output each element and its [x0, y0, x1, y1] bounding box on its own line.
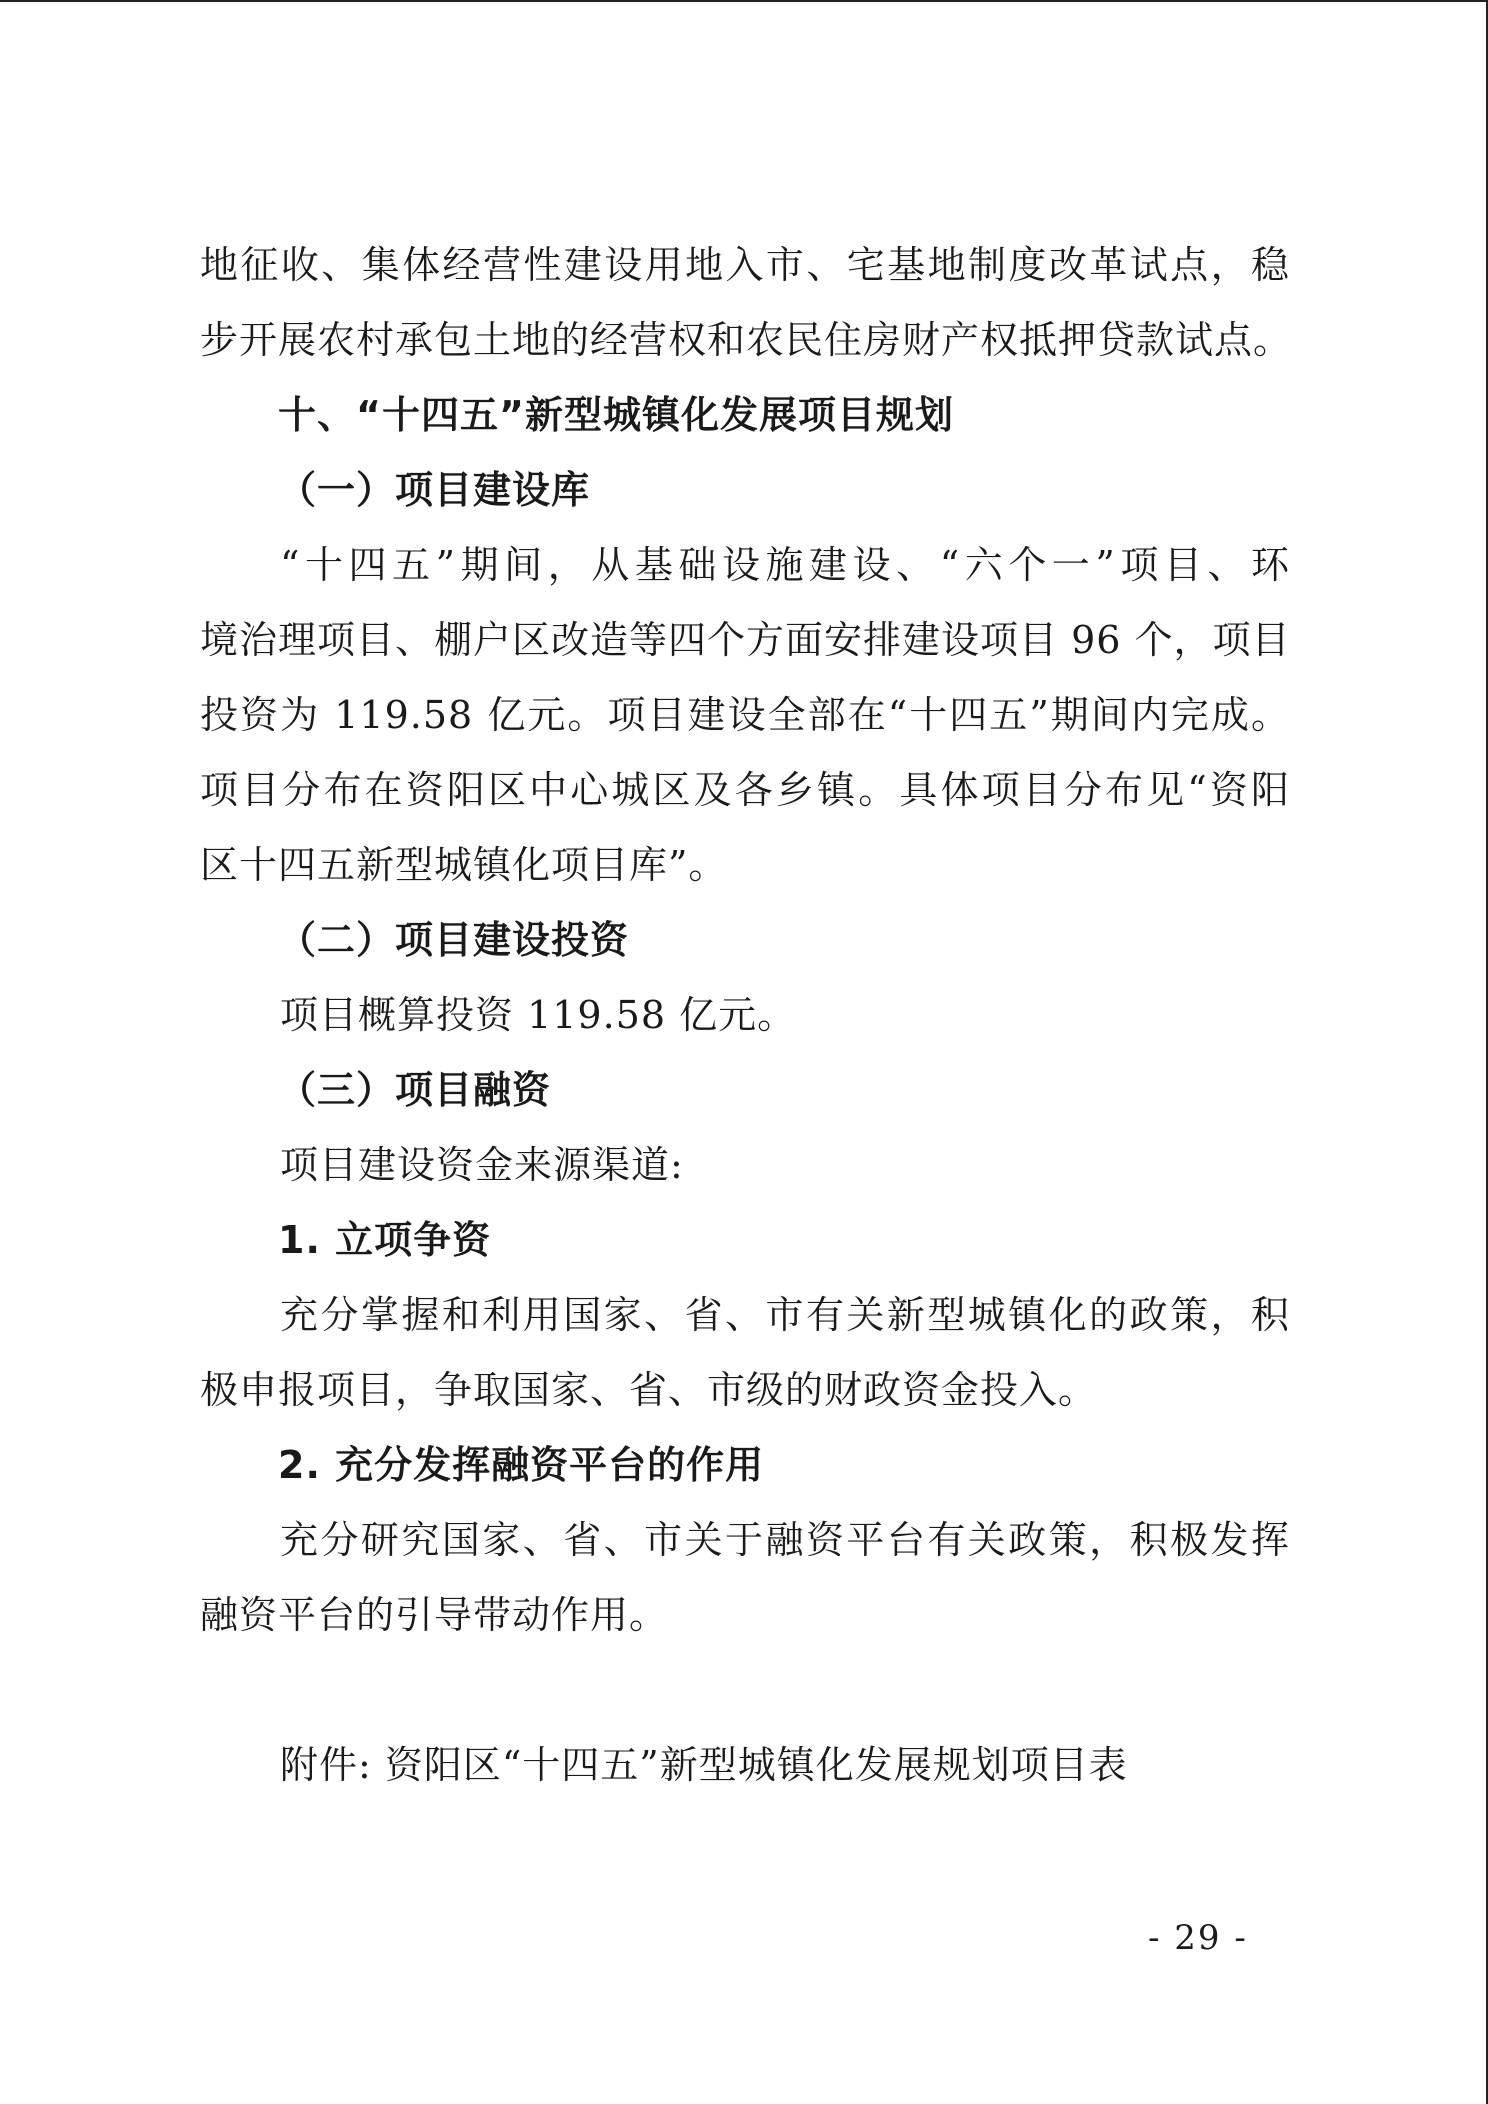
body-line: 地征收、集体经营性建设用地入市、宅基地制度改革试点，稳: [200, 243, 1290, 287]
item-heading: 2. 充分发挥融资平台的作用: [278, 1443, 765, 1487]
body-line: 步开展农村承包土地的经营权和农民住房财产权抵押贷款试点。: [200, 318, 1293, 362]
body-line: 充分掌握和利用国家、省、市有关新型城镇化的政策，积: [280, 1293, 1290, 1337]
body-line: 项目建设资金来源渠道:: [280, 1143, 684, 1187]
subsection-heading: （一）项目建设库: [278, 468, 591, 512]
body-line: 项目分布在资阳区中心城区及各乡镇。具体项目分布见“资阳: [200, 768, 1290, 812]
body-line: 项目概算投资 119.58 亿元。: [280, 993, 797, 1037]
body-line: 区十四五新型城镇化项目库”。: [200, 843, 728, 887]
body-line: 投资为 119.58 亿元。项目建设全部在“十四五”期间内完成。: [200, 693, 1290, 737]
body-line: 充分研究国家、省、市关于融资平台有关政策，积极发挥: [280, 1518, 1290, 1562]
section-heading: 十、“十四五”新型城镇化发展项目规划: [278, 393, 954, 437]
body-line: “十四五”期间，从基础设施建设、“六个一”项目、环: [280, 543, 1290, 587]
body-line: 极申报项目，争取国家、省、市级的财政资金投入。: [200, 1368, 1098, 1412]
blank-line: [200, 1653, 1290, 1728]
subsection-heading: （二）项目建设投资: [278, 918, 630, 962]
body-line: 融资平台的引导带动作用。: [200, 1593, 669, 1637]
page-number: - 29 -: [1148, 1918, 1248, 1958]
item-heading: 1. 立项争资: [278, 1218, 492, 1262]
document-body: [200, 228, 1293, 1803]
body-line: 境治理项目、棚户区改造等四个方面安排建设项目 96 个，项目: [200, 618, 1291, 662]
attachment-note: 附件: 资阳区“十四五”新型城镇化发展规划项目表: [280, 1743, 1128, 1787]
subsection-heading: （三）项目融资: [278, 1068, 552, 1112]
